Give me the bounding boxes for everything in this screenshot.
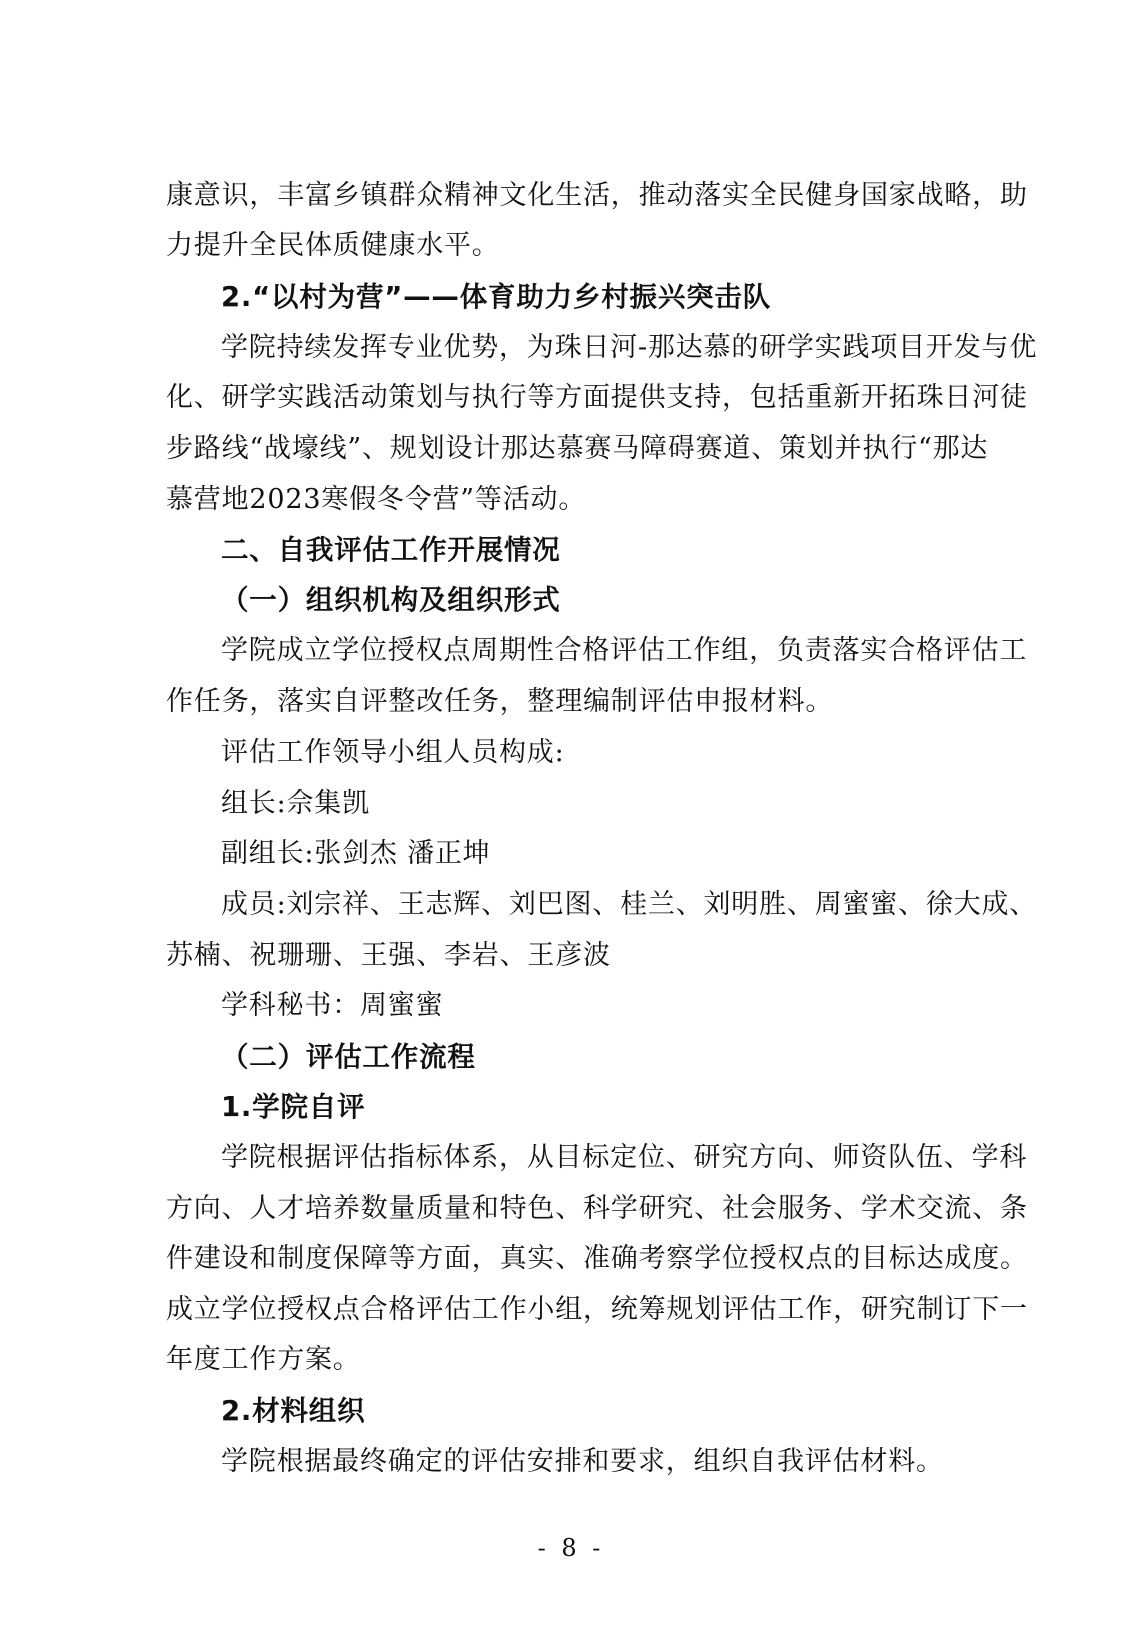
subheading-self-evaluation: 1.学院自评	[221, 1091, 366, 1123]
body-text-line: 年度工作方案。	[166, 1344, 361, 1375]
body-text-line: 学院根据评估指标体系，从目标定位、研究方向、师资队伍、学科	[221, 1142, 1028, 1173]
secretary-line: 学科秘书：周蜜蜜	[221, 990, 444, 1021]
body-text-line: 评估工作领导小组人员构成:	[221, 737, 565, 768]
body-text-line: 件建设和制度保障等方面，真实、准确考察学位授权点的目标达成度。	[166, 1243, 1028, 1274]
team-leader-line: 组长:佘集凯	[221, 788, 370, 819]
body-text-line: 学院根据最终确定的评估安排和要求，组织自我评估材料。	[221, 1446, 944, 1477]
subsection-heading-process: （二）评估工作流程	[221, 1041, 476, 1073]
body-text-line: 康意识，丰富乡镇群众精神文化生活，推动落实全民健身国家战略，助	[166, 180, 1028, 211]
subsection-heading-organization: （一）组织机构及组织形式	[221, 584, 561, 616]
body-text-line: 步路线“战壕线”、规划设计那达慕赛马障碍赛道、策划并执行“那达	[166, 433, 989, 464]
subheading-materials: 2.材料组织	[221, 1395, 366, 1427]
body-text-line: 成立学位授权点合格评估工作小组，统筹规划评估工作，研究制订下一	[166, 1294, 1028, 1325]
body-text-line: 学院持续发挥专业优势，为珠日河-那达慕的研学实践项目开发与优	[221, 332, 1038, 363]
section-heading-self-assessment: 二、自我评估工作开展情况	[221, 534, 561, 566]
body-text-line: 力提升全民体质健康水平。	[166, 230, 500, 261]
body-text-line: 作任务，落实自评整改任务，整理编制评估申报材料。	[166, 686, 834, 717]
body-text-line: 化、研学实践活动策划与执行等方面提供支持，包括重新开拓珠日河徒	[166, 382, 1028, 413]
members-line: 苏楠、祝珊珊、王强、李岩、王彦波	[166, 940, 611, 971]
body-text-line: 方向、人才培养数量质量和特色、科学研究、社会服务、学术交流、条	[166, 1193, 1028, 1224]
body-text-line: 学院成立学位授权点周期性合格评估工作组，负责落实合格评估工	[221, 635, 1028, 666]
subheading-village-camp: 2.“以村为营”——体育助力乡村振兴突击队	[221, 281, 772, 313]
body-text-line: 慕营地2023寒假冬令营”等活动。	[166, 484, 587, 515]
members-line: 成员:刘宗祥、王志辉、刘巴图、桂兰、刘明胜、周蜜蜜、徐大成、	[221, 889, 1038, 920]
page-number: - 8 -	[537, 1534, 605, 1562]
deputy-leader-line: 副组长:张剑杰 潘正坤	[221, 838, 491, 869]
